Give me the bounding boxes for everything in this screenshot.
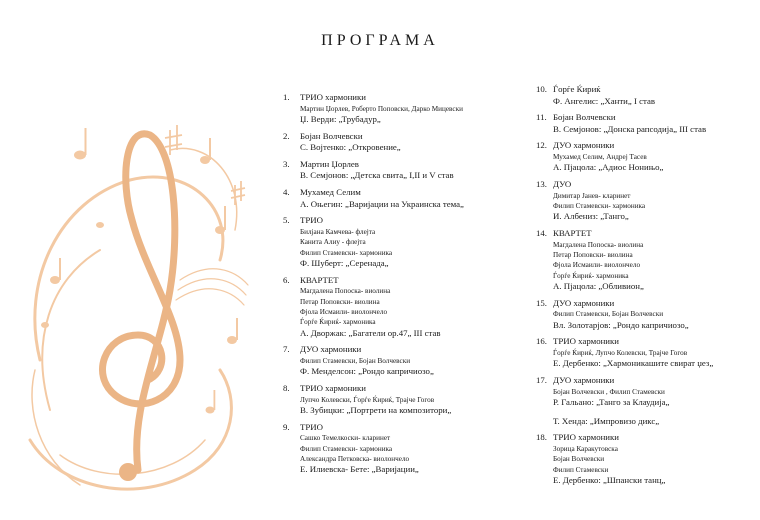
performer-line: Мартин Џорлев, Роберто Поповски, Дарко Мицевски [300, 104, 463, 113]
piece-title: А. Дворжак: „Багатели ор.47„ III став [300, 327, 441, 338]
program-item [283, 159, 513, 182]
performer-line: Филип Стамевски- хармоника [300, 444, 393, 453]
item-number: 3. [283, 158, 290, 169]
performer-line: Димитар Јанев- кларинет [553, 191, 631, 200]
performer-heading: КВАРТЕТ [553, 227, 592, 238]
piece-title: Р. Гальано: „Танго за Клаудија„ [553, 396, 670, 407]
performer-heading: Мухамед Селим [300, 186, 361, 197]
performer-heading: ТРИО хармоники [553, 432, 619, 443]
program-item [283, 422, 513, 476]
performer-heading: ДУО хармоники [553, 374, 615, 385]
piece-title: В. Зубицки: „Портрети на композитори„ [300, 404, 452, 415]
item-number: 8. [283, 382, 290, 393]
performer-line: Филип Стамевски- хармоника [300, 248, 393, 257]
item-number: 4. [283, 186, 290, 197]
performer-line: Бојан Волчевски , Филип Стамевски [553, 387, 665, 396]
piece-title: Ф. Шуберт: „Серенада„ [300, 257, 389, 268]
piece-title: И. Албениз: „Танго„ [553, 211, 629, 222]
item-number: 15. [536, 297, 547, 308]
piece-title: А. Оњегин: „Варијации на Украинска тема„ [300, 198, 464, 209]
piece-title: С. Војтенко: „Откровение„ [300, 142, 401, 153]
item-number: 1. [283, 92, 290, 102]
program-column-right [536, 84, 756, 492]
piece-title: Вл. Золотарјов: „Рондо капричиозо„ [553, 319, 689, 330]
program-item [283, 131, 513, 154]
program-item [283, 92, 513, 126]
performer-heading: ДУО хармоники [300, 344, 362, 355]
program-item [536, 375, 756, 427]
item-number: 7. [283, 344, 290, 355]
program-item [536, 112, 756, 135]
performer-line: Канита Алиу - флејта [300, 238, 366, 247]
performer-line: Ѓорѓе Ќириќ- хармоника [300, 318, 376, 327]
program-item [283, 275, 513, 340]
program-item [536, 298, 756, 332]
performer-line: Магдалена Попоска- виолина [553, 240, 644, 249]
performer-line: Филип Стамевски, Бојан Волчевски [300, 356, 411, 365]
program-column-left [283, 92, 513, 481]
performer-heading: Бојан Волчевски [300, 130, 363, 141]
item-number: 10. [536, 84, 547, 94]
performer-line: Филип Стамевски [553, 465, 609, 474]
piece-title: В. Семјонов: „Детска свита„ I,II и V став [300, 170, 454, 181]
item-number: 14. [536, 227, 547, 238]
program-item [283, 187, 513, 210]
program-item [536, 84, 756, 107]
performer-line: Фјола Исмаили- виолончело [553, 261, 641, 270]
performer-line: Петар Поповски- виолина [300, 297, 380, 306]
performer-heading: Ѓорѓе Ќириќ [553, 84, 601, 94]
page-title: ПРОГРАМА [321, 32, 439, 49]
program-item [283, 215, 513, 269]
performer-heading: ДУО хармоники [553, 140, 615, 151]
performer-line: Филип Стамевски- хармоника [553, 201, 646, 210]
performer-line: Петар Поповски- виолина [553, 250, 633, 259]
item-number: 18. [536, 432, 547, 443]
performer-heading: ДУО [553, 178, 572, 189]
piece-title: Ф. Ангелис: „Ханти„ I став [553, 95, 656, 106]
piece-title: Е. Илиевска- Бете: „Варијации„ [300, 464, 419, 475]
performer-line: Бојан Волчевски [553, 455, 605, 464]
performer-line: Лупчо Колевски, Ѓорѓе Ќириќ, Трајче Гогов [300, 395, 435, 404]
performer-heading: ТРИО [300, 215, 323, 226]
piece-title: А. Пјацола: „Обливион„ [553, 281, 644, 292]
item-number: 17. [536, 374, 547, 385]
performer-line: Билјана Камчева- флејта [300, 227, 376, 236]
item-number: 16. [536, 336, 547, 347]
program-item [283, 344, 513, 378]
piece-title: Ф. Менделсон: „Рондо капричиозо„ [300, 366, 434, 377]
program-item [536, 228, 756, 293]
performer-line: Магдалена Попоска- виолина [300, 287, 391, 296]
performer-line: Фјола Исмаили- виолончело [300, 307, 388, 316]
performer-heading: ТРИО хармоники [553, 336, 619, 347]
performer-heading: ТРИО [300, 421, 323, 432]
performer-heading: ДУО хармоники [553, 297, 615, 308]
performer-line: Ѓорѓе Ќириќ- хармоника [553, 271, 629, 280]
performer-line: Зорица Каракутовска [553, 444, 618, 453]
item-number: 2. [283, 130, 290, 141]
program-item [536, 179, 756, 223]
performer-line: Мухамед Селим, Андреј Тасев [553, 152, 647, 161]
piece-title: Е. Дербенко: „Хармоникашите свират џез„ [553, 358, 714, 369]
performer-line: Александра Петковска- виолончело [300, 454, 410, 463]
performer-line: Сашко Темелкоски- кларинет [300, 434, 391, 443]
item-number: 5. [283, 215, 290, 226]
program-item [536, 336, 756, 370]
piece-title: Т. Хенда: „Импровизо дикс„ [553, 415, 660, 426]
performer-line: Филип Стамевски, Бојан Волчевски [553, 310, 664, 319]
piece-title: Е. Дербенко: „Шпански танц„ [553, 474, 666, 485]
item-number: 9. [283, 421, 290, 432]
treble-clef-ornament [20, 110, 250, 510]
piece-title: А. Пјацола: „Адиос Нонињо„ [553, 162, 664, 173]
program-item [536, 140, 756, 174]
item-number: 6. [283, 274, 290, 285]
item-number: 13. [536, 178, 547, 189]
item-number: 12. [536, 140, 547, 151]
performer-heading: ТРИО хармоники [300, 92, 366, 102]
piece-title: Џ. Верди: „Трубадур„ [300, 114, 381, 124]
piece-title: В. Семјонов: „Донска рапсодија„ III став [553, 123, 707, 134]
performer-heading: Бојан Волчевски [553, 112, 616, 123]
program-item [283, 383, 513, 417]
performer-line: Ѓорѓе Ќириќ, Лупчо Колевски, Трајче Гогов [553, 348, 688, 357]
performer-heading: КВАРТЕТ [300, 274, 339, 285]
performer-heading: Мартин Џорлев [300, 158, 359, 169]
performer-heading: ТРИО хармоники [300, 382, 366, 393]
program-item [536, 432, 756, 486]
item-number: 11. [536, 112, 547, 123]
